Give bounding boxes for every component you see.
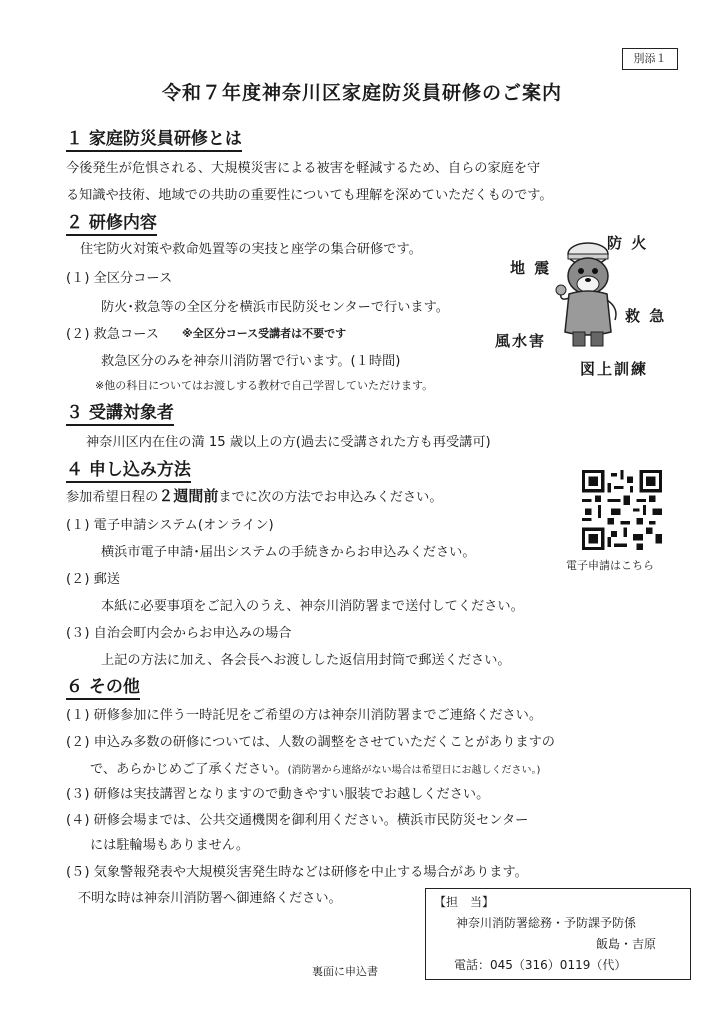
qr-code[interactable] [582,470,662,550]
course-2-text: 救急区分のみを神奈川消防署で行います。(１時間) [101,354,401,369]
other-2-text: で、あらかじめご了承ください。 [90,762,288,777]
section-1-line-1: 今後発生が危惧される、大規模災害による被害を軽減するため、自らの家庭を守 [66,161,541,176]
other-2-line-2 [90,758,540,777]
method-2-text: 本紙に必要事項をご記入のうえ、神奈川消防署まで送付してください。 [101,599,524,614]
other-1: (１) 研修参加に伴う一時託児をご希望の方は神奈川消防署までご連絡ください。 [66,708,543,723]
label-flood: 風水害 [495,332,547,350]
attachment-label: 別添１ [622,48,678,70]
page-title: 令和７年度神奈川区家庭防災員研修のご案内 [161,82,562,104]
other-2-line-1: (２) 申込み多数の研修については、人数の調整をさせていただくことがありますの [66,735,555,750]
contact-label: 【担 当】 [434,895,495,909]
other-5-line-2: 不明な時は神奈川消防署へ御連絡ください。 [78,891,342,906]
contact-phone: 電話：045（316）0119（代） [454,958,627,972]
section-3-heading-text: ３ 受講対象者 [66,403,174,426]
contact-names: 飯島・吉原 [596,937,657,951]
section-6-heading-text: ６ その他 [66,677,140,700]
method-3-label: (３) 自治会町内会からお申込みの場合 [66,626,292,641]
self-study-note: ※他の科目についてはお渡しする教材で自己学習していただけます。 [95,379,434,392]
label-first-aid: 救 急 [625,307,667,325]
section-1-heading [66,124,242,149]
course-1-text: 防火･救急等の全区分を横浜市民防災センターで行います。 [101,300,449,315]
method-1-label: (１) 電子申請システム(オンライン) [66,518,274,533]
section-2-intro: 住宅防火対策や救命処置等の実技と座学の集合研修です。 [80,242,422,257]
other-2-small-note: (消防署から連絡がない場合は希望日にお越しください。) [287,765,541,776]
section-4-lead [66,485,443,506]
section-6-heading [66,672,140,697]
other-3: (３) 研修は実技講習となりますので動きやすい服装でお越しください。 [66,787,490,802]
method-3-text: 上記の方法に加え、各会長へお渡しした返信用封筒で郵送ください。 [101,653,511,668]
label-earthquake: 地 震 [510,259,552,277]
qr-caption: 電子申請はこちら [566,559,654,572]
course-2-label: (２) 救急コース [66,327,159,342]
label-map-drill: 図上訓練 [580,360,649,378]
mascot-illustration [555,240,625,350]
deadline-emphasis: ２週間前 [158,487,219,505]
contact-department: 神奈川消防署総務・予防課予防係 [456,916,637,930]
section-4-heading-text: ４ 申し込み方法 [66,460,191,483]
method-2-label: (２) 郵送 [66,572,121,587]
section-1-line-2: る知識や技術、地域での共助の重要性についても理解を深めていただくものです。 [66,188,553,203]
section-2-heading-text: ２ 研修内容 [66,213,157,236]
section-4-heading [66,455,191,480]
method-1-text: 横浜市電子申請･届出システムの手続きからお申込みください。 [101,545,476,560]
section-1-heading-text: １ 家庭防災員研修とは [66,129,242,152]
section-2-heading [66,208,157,233]
other-4-line-1: (４) 研修会場までは、公共交通機関を御利用ください。横浜市民防災センター [66,813,529,828]
course-2-note: ※全区分コース受講者は不要です [182,327,347,340]
other-4-line-2: には駐輪場もありません。 [90,838,250,853]
section-3-text: 神奈川区内在住の満 15 歳以上の方(過去に受講された方も再受講可) [86,435,491,450]
lead-part-c: までに次の方法でお申込みください。 [218,490,443,505]
other-5-line-1: (５) 気象警報発表や大規模災害発生時などは研修を中止する場合があります。 [66,865,528,880]
footer-note: 裏面に申込書 [312,965,378,978]
contact-box [425,888,691,980]
lead-part-a: 参加希望日程の [66,490,159,505]
section-3-heading [66,398,174,423]
label-fire: 防 火 [607,234,649,252]
course-1-label: (１) 全区分コース [66,271,173,286]
